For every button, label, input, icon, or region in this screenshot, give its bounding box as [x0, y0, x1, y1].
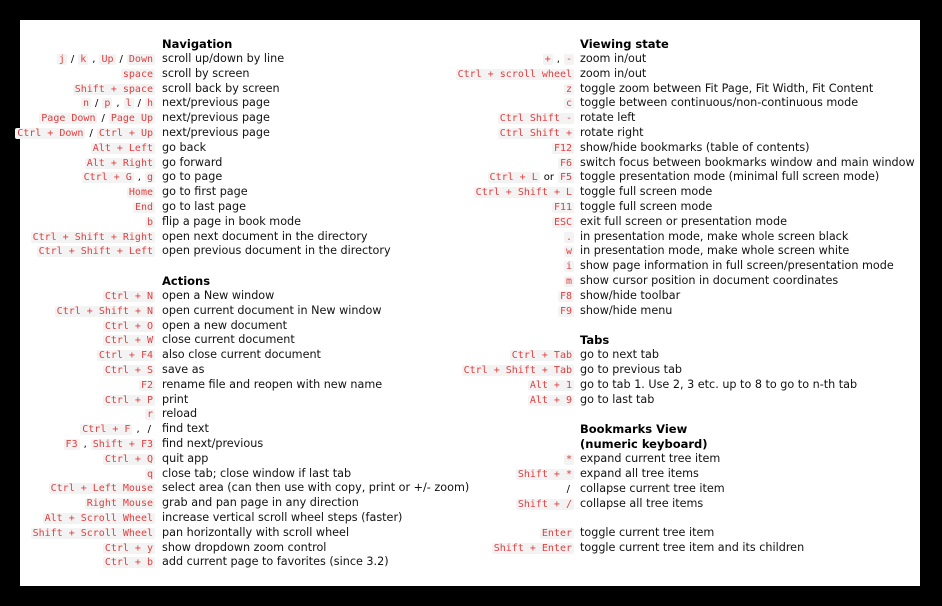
- shortcut-row: [460, 304, 920, 319]
- shortcut-description: toggle current tree item and its children: [580, 540, 805, 554]
- key-chip: q: [146, 468, 153, 480]
- key-chip: p: [104, 98, 111, 110]
- section-header: [20, 274, 460, 289]
- shortcut-description: go to page: [162, 170, 223, 184]
- shortcut-keys: [91, 141, 155, 157]
- shortcut-row: [460, 274, 920, 289]
- spacer: [460, 318, 920, 333]
- shortcut-row: [20, 170, 460, 185]
- section-title: Actions: [162, 273, 211, 288]
- shortcut-description: in presentation mode, make whole screen black: [580, 229, 849, 243]
- shortcut-row: [20, 319, 460, 334]
- key-chip: Ctrl + Shift + Tab: [463, 364, 572, 376]
- shortcut-keys: [564, 259, 574, 275]
- shortcut-description: go back: [162, 140, 207, 154]
- shortcut-description: show cursor position in document coordinates: [580, 273, 839, 287]
- shortcut-keys: [55, 304, 155, 320]
- shortcut-keys: [103, 363, 155, 379]
- shortcut-row: [20, 393, 460, 408]
- shortcut-keys: [49, 481, 155, 497]
- shortcut-keys: [516, 497, 574, 513]
- key-chip: Right Mouse: [86, 498, 153, 510]
- key-chip: F6: [559, 157, 572, 169]
- spacer: [460, 511, 920, 526]
- shortcut-row: [20, 422, 460, 437]
- shortcut-description: show dropdown zoom control: [162, 540, 327, 554]
- key-chip: Ctrl + Left Mouse: [50, 483, 153, 495]
- section-title: Navigation: [162, 37, 233, 51]
- section-header: [20, 37, 460, 52]
- shortcut-row: [460, 452, 920, 467]
- shortcut-description: zoom in/out: [580, 66, 647, 80]
- key-chip: Ctrl + W: [104, 335, 153, 347]
- key-chip: space: [122, 68, 153, 80]
- key-chip: Ctrl + F: [82, 424, 131, 436]
- shortcut-row: [20, 481, 470, 496]
- shortcut-row: [20, 200, 460, 215]
- key-chip: Ctrl + O: [104, 320, 153, 332]
- key-separator: ,: [137, 172, 141, 184]
- key-chip: Shift + *: [517, 468, 572, 480]
- key-chip: Ctrl + N: [104, 290, 153, 302]
- shortcut-keys: [97, 348, 155, 364]
- shortcut-keys: [103, 555, 155, 571]
- key-separator: ,: [136, 424, 140, 436]
- key-separator: /: [119, 54, 123, 65]
- key-separator: ,: [83, 438, 87, 450]
- key-chip: F3: [65, 438, 78, 450]
- key-chip: m: [565, 275, 572, 287]
- shortcut-description: show/hide menu: [580, 303, 673, 317]
- shortcut-description: expand all tree items: [580, 466, 699, 480]
- key-chip: g: [146, 172, 153, 184]
- key-chip: F9: [559, 305, 572, 317]
- shortcut-row: [460, 200, 920, 215]
- key-chip: Ctrl Shift -: [499, 113, 572, 125]
- shortcut-description: grab and pan page in any direction: [162, 496, 359, 510]
- key-chip: Ctrl Shift +: [499, 127, 572, 139]
- shortcut-keys: [456, 67, 574, 83]
- shortcut-keys: [43, 511, 155, 527]
- key-separator: ,: [556, 54, 560, 65]
- shortcut-description: scroll up/down by line: [162, 52, 285, 65]
- shortcut-keys: [543, 52, 574, 68]
- shortcut-keys: [558, 156, 574, 172]
- key-separator: /: [566, 483, 570, 495]
- shortcut-keys: [57, 52, 155, 68]
- shortcut-description: print: [162, 392, 189, 406]
- shortcut-keys: [81, 96, 155, 112]
- key-separator: /: [94, 98, 99, 110]
- key-separator: ,: [92, 54, 96, 65]
- shortcut-row: [20, 215, 460, 230]
- shortcut-row: [460, 170, 920, 185]
- shortcut-row: [460, 52, 920, 67]
- key-chip: F2: [140, 379, 153, 391]
- key-chip: j: [58, 54, 65, 65]
- shortcut-row: [20, 437, 460, 452]
- shortcut-description: quit app: [162, 451, 209, 465]
- shortcut-row: [460, 497, 920, 512]
- key-chip: Shift + F3: [92, 438, 153, 450]
- shortcut-row: [460, 96, 920, 111]
- key-chip: Ctrl + P: [104, 394, 153, 406]
- key-chip: Alt + 1: [529, 379, 572, 391]
- shortcut-keys: [121, 67, 155, 83]
- shortcut-row: [20, 467, 460, 482]
- shortcut-row: [460, 126, 920, 141]
- shortcut-keys: [528, 378, 574, 394]
- shortcut-description: toggle zoom between Fit Page, Fit Width, Fit Content: [580, 81, 874, 95]
- shortcut-row: [460, 82, 920, 97]
- shortcut-row: [460, 348, 920, 363]
- shortcut-keys: [39, 111, 155, 127]
- shortcut-description: rotate left: [580, 111, 636, 125]
- shortcuts-panel: [17, 20, 920, 586]
- left-column: [17, 37, 470, 570]
- shortcut-keys: [564, 230, 574, 246]
- key-separator: or: [543, 172, 554, 184]
- shortcut-description: rotate right: [580, 125, 644, 139]
- shortcut-description: next/previous page: [162, 96, 270, 110]
- shortcut-row: [20, 82, 460, 97]
- shortcut-description: rename file and reopen with new name: [162, 377, 383, 391]
- shortcut-row: [20, 185, 460, 200]
- key-chip: -: [565, 54, 572, 65]
- shortcut-row: [20, 67, 460, 82]
- key-chip: Alt + Scroll Wheel: [44, 512, 153, 524]
- shortcut-description: save as: [162, 362, 205, 376]
- section-header: [460, 422, 920, 437]
- shortcut-row: [457, 66, 920, 82]
- shortcut-keys: [564, 274, 574, 290]
- shortcut-row: [460, 467, 920, 482]
- shortcut-keys: [558, 289, 574, 305]
- key-chip: Shift + Scroll Wheel: [32, 527, 153, 539]
- shortcut-description: go forward: [162, 155, 223, 169]
- shortcut-keys: [552, 215, 574, 231]
- shortcut-description: open a new document: [162, 318, 288, 332]
- key-chip: +: [544, 54, 551, 65]
- shortcut-description: go to previous tab: [580, 362, 683, 376]
- key-chip: Ctrl + Shift + Right: [32, 231, 153, 243]
- shortcut-description: find next/previous: [162, 436, 264, 450]
- key-chip: n: [82, 98, 89, 110]
- shortcut-description: toggle full screen mode: [580, 185, 713, 199]
- shortcut-description: flip a page in book mode: [162, 214, 302, 228]
- key-chip: b: [146, 216, 153, 228]
- key-chip: Shift + space: [74, 83, 153, 95]
- key-chip: *: [565, 454, 572, 466]
- key-chip: F11: [553, 201, 572, 213]
- shortcut-row: [460, 526, 920, 541]
- section-title: Viewing state: [580, 37, 669, 51]
- key-chip: Ctrl + F4: [98, 350, 153, 362]
- shortcut-row: [20, 141, 460, 156]
- shortcut-description: toggle current tree item: [580, 526, 715, 540]
- shortcut-row: [20, 96, 460, 111]
- key-chip: Ctrl + b: [104, 557, 153, 569]
- shortcut-row: [20, 496, 460, 511]
- shortcut-keys: [31, 526, 155, 542]
- shortcut-row: [20, 526, 460, 541]
- shortcut-keys: [145, 407, 155, 423]
- shortcut-row: [460, 156, 920, 171]
- key-chip: Alt + Left: [92, 142, 153, 154]
- shortcut-description: find text: [162, 422, 209, 436]
- shortcut-keys: [15, 126, 155, 142]
- shortcut-description: go to next tab: [580, 348, 659, 362]
- shortcut-keys: [564, 82, 574, 98]
- key-chip: .: [565, 231, 572, 243]
- shortcut-row: [20, 244, 460, 259]
- shortcut-keys: [31, 230, 155, 246]
- shortcut-row: [20, 111, 460, 126]
- shortcut-description: scroll by screen: [162, 66, 250, 80]
- shortcut-keys: [103, 452, 155, 468]
- key-chip: End: [134, 201, 153, 213]
- key-separator: /: [101, 113, 105, 125]
- key-chip: Page Down: [41, 113, 96, 125]
- shortcut-row: [20, 541, 460, 556]
- shortcut-description: go to first page: [162, 185, 248, 199]
- key-chip: k: [80, 54, 87, 65]
- key-chip: Alt + 9: [529, 394, 572, 406]
- shortcut-description: in presentation mode, make whole screen white: [580, 244, 850, 258]
- shortcut-row: [20, 230, 460, 245]
- key-chip: w: [565, 246, 572, 258]
- shortcut-description: expand current tree item: [580, 452, 721, 466]
- shortcut-keys: [145, 215, 155, 231]
- key-chip: Shift + Enter: [493, 542, 572, 554]
- shortcut-keys: [139, 378, 155, 394]
- spacer: [460, 407, 920, 422]
- spacer: [20, 259, 460, 274]
- shortcut-description: show/hide bookmarks (table of contents): [580, 140, 810, 154]
- shortcut-keys: [82, 170, 155, 186]
- key-separator: /: [147, 424, 151, 436]
- key-chip: Ctrl + G: [83, 172, 132, 184]
- shortcut-keys: [510, 348, 574, 364]
- shortcut-keys: [85, 496, 155, 512]
- shortcut-description: also close current document: [162, 348, 321, 362]
- key-chip: z: [565, 83, 572, 95]
- section-title: Tabs: [580, 333, 610, 348]
- shortcut-description: toggle between continuous/non-continuous mode: [580, 96, 859, 110]
- key-separator: /: [89, 127, 93, 139]
- section-title: (numeric keyboard): [580, 437, 708, 452]
- right-column: [457, 37, 920, 556]
- shortcut-row: [460, 378, 920, 393]
- key-separator: ,: [116, 98, 120, 110]
- shortcut-row: [20, 52, 460, 67]
- key-chip: l: [125, 98, 132, 110]
- shortcut-keys: [103, 319, 155, 335]
- shortcut-keys: [498, 111, 574, 127]
- shortcut-row: [460, 111, 920, 126]
- key-separator: /: [137, 98, 141, 110]
- shortcut-keys: [558, 304, 574, 320]
- shortcut-row: [460, 289, 920, 304]
- key-chip: Ctrl + Shift + L: [475, 187, 572, 199]
- key-chip: Alt + Right: [86, 157, 153, 169]
- shortcut-description: show/hide toolbar: [580, 288, 681, 302]
- shortcut-row: [20, 511, 460, 526]
- shortcut-keys: [563, 482, 574, 498]
- shortcut-row: [460, 230, 920, 245]
- key-chip: Ctrl + Shift + N: [56, 305, 153, 317]
- shortcut-description: next/previous page: [162, 111, 270, 125]
- shortcut-row: [20, 289, 460, 304]
- shortcut-keys: [145, 467, 155, 483]
- shortcut-row: [460, 141, 920, 156]
- shortcut-row: [20, 156, 460, 171]
- key-chip: Down: [128, 54, 153, 65]
- shortcut-row: [20, 363, 460, 378]
- shortcut-description: collapse all tree items: [580, 496, 704, 510]
- key-chip: Ctrl + L: [489, 172, 538, 184]
- shortcut-description: next/previous page: [162, 125, 270, 139]
- shortcut-keys: [474, 185, 574, 201]
- shortcut-row: [460, 363, 920, 378]
- shortcut-description: select area (can then use with copy, print or +/- zoom): [162, 481, 470, 495]
- shortcut-keys: [492, 541, 574, 557]
- shortcut-keys: [133, 200, 155, 216]
- section-header: [460, 437, 920, 452]
- shortcut-description: reload: [162, 407, 198, 421]
- shortcut-row: [17, 125, 460, 141]
- key-chip: i: [565, 261, 572, 273]
- shortcut-description: toggle full screen mode: [580, 199, 713, 213]
- shortcut-row: [460, 541, 920, 556]
- shortcut-keys: [552, 200, 574, 216]
- key-chip: Enter: [541, 528, 572, 540]
- shortcut-row: [460, 482, 920, 497]
- shortcut-description: show page information in full screen/presentation mode: [580, 259, 894, 273]
- key-chip: Ctrl + Down: [17, 127, 84, 139]
- shortcut-keys: [103, 541, 155, 557]
- shortcut-keys: [85, 156, 155, 172]
- shortcut-description: exit full screen or presentation mode: [580, 214, 788, 228]
- shortcut-keys: [564, 244, 574, 260]
- shortcut-description: increase vertical scroll wheel steps (faster): [162, 510, 403, 524]
- shortcut-description: toggle presentation mode (minimal full screen mode): [580, 170, 880, 184]
- shortcut-keys: [564, 452, 574, 468]
- shortcut-keys: [37, 244, 155, 260]
- shortcut-description: open current document in New window: [162, 303, 382, 317]
- shortcut-row: [20, 555, 460, 570]
- shortcut-keys: [103, 333, 155, 349]
- shortcut-keys: [488, 170, 574, 186]
- key-chip: Shift + /: [517, 498, 572, 510]
- key-chip: Ctrl + scroll wheel: [457, 68, 572, 80]
- shortcut-row: [20, 333, 460, 348]
- shortcut-keys: [516, 467, 574, 483]
- shortcut-row: [20, 348, 460, 363]
- key-separator: /: [70, 54, 75, 65]
- key-chip: Ctrl + Q: [104, 453, 153, 465]
- shortcut-description: close tab; close window if last tab: [162, 466, 352, 480]
- shortcut-keys: [103, 393, 155, 409]
- key-chip: Ctrl + Up: [98, 127, 153, 139]
- shortcut-keys: [462, 363, 574, 379]
- shortcut-row: [460, 393, 920, 408]
- key-chip: F8: [559, 290, 572, 302]
- shortcut-description: open previous document in the directory: [162, 244, 391, 258]
- shortcut-row: [20, 378, 460, 393]
- shortcut-keys: [64, 437, 155, 453]
- key-chip: c: [565, 98, 572, 110]
- key-chip: Ctrl + Shift + Left: [38, 246, 153, 258]
- shortcut-keys: [80, 422, 155, 438]
- key-chip: Home: [128, 187, 153, 199]
- key-chip: F5: [559, 172, 572, 184]
- section-header: [460, 37, 920, 52]
- shortcut-keys: [564, 96, 574, 112]
- shortcut-description: go to tab 1. Use 2, 3 etc. up to 8 to go to n-th tab: [580, 377, 858, 391]
- shortcut-keys: [552, 141, 574, 157]
- shortcut-description: pan horizontally with scroll wheel: [162, 525, 350, 539]
- key-chip: h: [146, 98, 153, 110]
- shortcut-row: [460, 185, 920, 200]
- shortcut-row: [20, 407, 460, 422]
- shortcut-keys: [498, 126, 574, 142]
- shortcut-row: [460, 244, 920, 259]
- section-header: [460, 333, 920, 348]
- shortcut-row: [460, 215, 920, 230]
- key-chip: ESC: [553, 216, 572, 228]
- shortcut-row: [20, 452, 460, 467]
- shortcut-row: [20, 304, 460, 319]
- key-chip: F12: [553, 142, 572, 154]
- shortcut-description: go to last tab: [580, 392, 655, 406]
- shortcut-keys: [528, 393, 574, 409]
- key-chip: Ctrl + y: [104, 542, 153, 554]
- key-chip: Page Up: [110, 113, 153, 125]
- shortcut-description: collapse current tree item: [580, 481, 725, 495]
- shortcut-description: open a New window: [162, 288, 275, 302]
- shortcut-description: open next document in the directory: [162, 229, 368, 243]
- shortcut-row: [460, 259, 920, 274]
- shortcut-keys: [103, 289, 155, 305]
- key-chip: r: [146, 409, 153, 421]
- key-chip: Ctrl + S: [104, 364, 153, 376]
- shortcut-keys: [127, 185, 155, 201]
- shortcut-description: add current page to favorites (since 3.2): [162, 555, 389, 569]
- shortcut-description: switch focus between bookmarks window and main window: [580, 155, 915, 169]
- shortcut-description: scroll back by screen: [162, 81, 280, 95]
- shortcut-description: zoom in/out: [580, 52, 647, 65]
- shortcut-description: go to last page: [162, 199, 246, 213]
- shortcut-keys: [540, 526, 574, 542]
- shortcut-description: close current document: [162, 333, 295, 347]
- shortcut-keys: [73, 82, 155, 98]
- section-title: Bookmarks View: [580, 422, 688, 437]
- key-chip: Ctrl + Tab: [511, 350, 572, 362]
- key-chip: Up: [101, 54, 114, 65]
